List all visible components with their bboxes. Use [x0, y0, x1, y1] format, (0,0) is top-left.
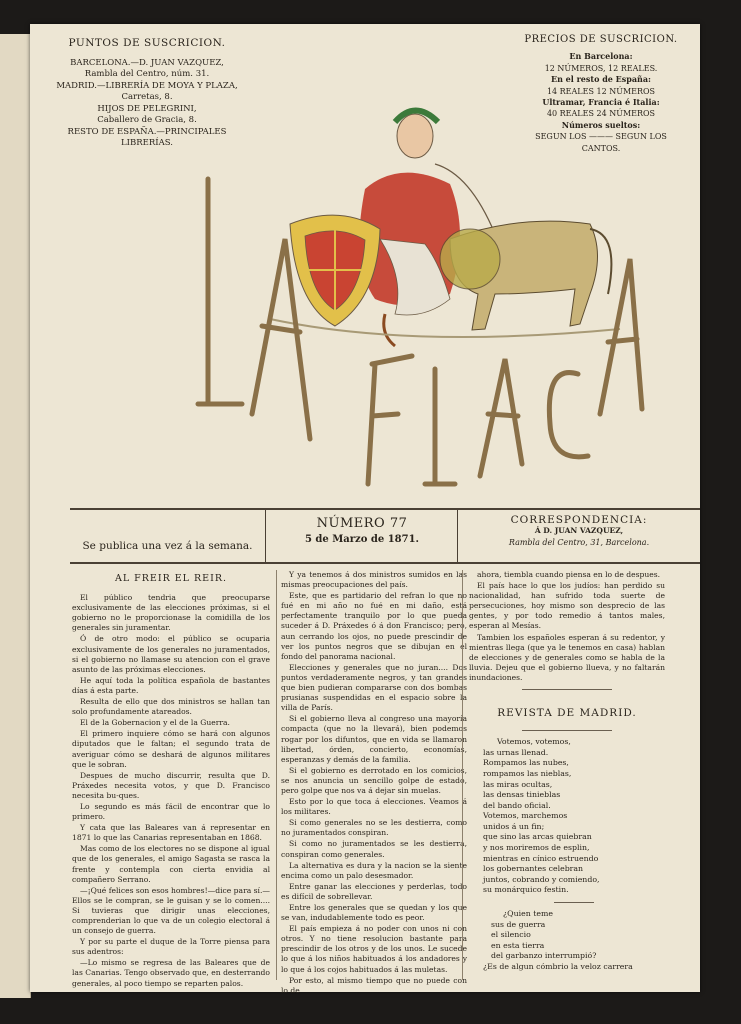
- paragraph: Entre los generales que se quedan y los que se van, indudablemente todo es peor.: [281, 903, 467, 923]
- paragraph: Resulta de ello que dos ministros se hallan tan solo profundamente atareados.: [72, 697, 270, 717]
- subscription-line: MADRID.—LIBRERÍA DE MOYA Y PLAZA,: [56, 80, 238, 91]
- price-line: En el resto de España:: [550, 74, 652, 85]
- paragraph: La alternativa es dura y la nacion se la siente encima como un palo desesmador.: [281, 860, 467, 880]
- previous-page-edge: [0, 34, 31, 998]
- masthead-illustration: [150, 64, 650, 504]
- verse-line: rompamos las nieblas,: [483, 768, 572, 778]
- paragraph: El primero inquiere cómo se hará con algunos diputados que le faltan; el segundo trata de averiguar cómo se deshará de algunos militares que le sobran.: [72, 729, 270, 769]
- paragraph: He aquí toda la política española de bastantes días á esta parte.: [72, 675, 270, 695]
- correspondence-title: CORRESPONDENCIA:: [510, 514, 648, 526]
- correspondence-address: Rambla del Centro, 31, Barcelona.: [508, 538, 650, 547]
- price-line: Ultramar, Francia é Italia:: [542, 97, 660, 108]
- paragraph: —Lo mismo se regresa de las Baleares que de las Canarias. Tengo observado que, en desterrando generales, al poco tiempo se reparten palos.: [72, 958, 270, 988]
- article-column-2: [276, 570, 467, 995]
- article-column-1: [72, 570, 270, 988]
- subscription-line: BARCELONA.—D. JUAN VAZQUEZ,: [70, 57, 224, 68]
- subscription-line: LIBRERÍAS.: [121, 138, 173, 148]
- paragraph: El país empieza á no poder con unos ni con otros. Y no tiene resolucion bastante para prescindir de los otros y de los unos. Le sucede lo que á los niños habituados á los andadores y lo que á los cojos habituados á las muletas.: [281, 924, 467, 974]
- price-line: Números sueltos:: [561, 119, 641, 130]
- price-line: 12 NÚMEROS, 12 REALES.: [544, 63, 658, 73]
- paragraph: Si el gobierno lleva al congreso una mayoría compacta (que no la llevará), bien podemos rogar por los difuntos, que en vida se llamaron libertad, órden, concierto, economías, esperanzas y demás de la familia.: [281, 714, 467, 764]
- verse-line: las densas tinieblas: [483, 790, 561, 800]
- divider: [554, 902, 594, 903]
- verse-line: los gobernantes celebran: [483, 864, 584, 874]
- lion-icon: [440, 221, 611, 330]
- paragraph: Tambien los españoles esperan á su redentor, y mientras llega (que ya le tenemos en casa) hablan de elecciones y de generales como se habla de la lluvia. Dejeu que el gobierno llueva, y no faltarán inundaciones.: [469, 632, 665, 682]
- paragraph: Esto por lo que toca á elecciones. Veamos á los militares.: [281, 797, 467, 817]
- subscription-line: Carretas, 8.: [121, 92, 173, 102]
- subscription-line: Caballero de Gracia, 8.: [97, 115, 197, 125]
- paragraph: Por esto, al mismo tiempo que no puede con lo de: [281, 975, 467, 995]
- heraldic-shield-icon: [290, 215, 380, 326]
- verse-line: el silencio: [491, 930, 531, 940]
- paragraph: Si como no juramentados se les destierra, conspiran como generales.: [281, 839, 467, 859]
- paragraph: Lo segundo es más fácil de encontrar que lo primero.: [72, 801, 270, 822]
- issue-block: [267, 510, 458, 562]
- issue-info-strip: [70, 508, 700, 564]
- paragraph: Mas como de los electores no se dispone al igual que de los generales, el amigo Sagasta se rasca la frente y contempla con cierta envidia al compañero Serrano.: [72, 844, 270, 884]
- paragraph: El país hace lo que los judíos: han perdido su nacionalidad, han sufrido toda suerte de persecuciones, hoy mismo son desprecio de las gentes, y por todo remedio á tantos males, esperan al Mesías.: [469, 581, 665, 631]
- subscription-prices-title: PRECIOS DE SUSCRICION.: [524, 34, 678, 45]
- paragraph: Despues de mucho discurrir, resulta que D. Práxedes necesita votos, y que D. Francisco necesita bu-ques.: [72, 770, 270, 800]
- section-heading: REVISTA DE MADRID.: [497, 707, 637, 720]
- subscription-points-title: PUNTOS DE SUSCRICION.: [68, 37, 226, 49]
- newspaper-page: [30, 24, 700, 995]
- correspondence-name: Á D. JUAN VAZQUEZ,: [534, 526, 624, 535]
- article-column-3: [462, 570, 665, 980]
- issue-number: NÚMERO 77: [316, 516, 408, 531]
- verse-line: Rompamos las nubes,: [483, 758, 569, 768]
- price-line: 14 REALES 12 NÚMEROS: [546, 86, 656, 96]
- verse-line: unidos á un fin;: [483, 821, 545, 831]
- verse-line: las urnas llenad.: [483, 747, 549, 757]
- paragraph: Si el gobierno es derrotado en los comicios, se nos anuncia un sencillo golpe de estado, pero golpe que nos va á dejar sin muelas.: [281, 765, 467, 795]
- verse-line: Votemos, votemos,: [497, 737, 571, 747]
- article-heading: AL FREIR EL REIR.: [114, 573, 228, 584]
- issue-date: 5 de Marzo de 1871.: [304, 534, 420, 545]
- paragraph: El de la Gobernacion y el de la Guerra.: [80, 718, 230, 728]
- verse-line: Votemos, marchemos: [483, 811, 568, 821]
- paragraph: Entre ganar las elecciones y perderlas, todo es difícil de sobrellevar.: [281, 881, 467, 901]
- verse-line: del garbanzo interrumpió?: [491, 951, 597, 961]
- paragraph: —¡Qué felices son esos hombres!—dice para sí.— Ellos se le compran, se le guisan y se lo comen.... Si tuvieras que dirigir unas elecciones, comprenderian lo que va de un colegio electoral á un consejo de guerra.: [72, 885, 270, 936]
- paragraph: ahora, tiembla cuando piensa en lo de despues.: [477, 570, 661, 579]
- paragraph: Ó de otro modo: el público se ocuparia exclusivamente de los generales no juramentados, si el gobierno no llamase su atencion con el grave asunto de las próximas elecciones.: [72, 634, 270, 674]
- paragraph: Elecciones y generales que no juran.... Dos puntos verdaderamente negros, y tan grandes que bien pudieran compararse con dos bombas prusianas suspendidas en el espacio sobre la villa de París.: [281, 662, 467, 713]
- verse-line: su monárquico festin.: [483, 885, 569, 895]
- subscription-line: Rambla del Centro, núm. 31.: [84, 69, 210, 79]
- price-line: SEGUN LOS ——— SEGUN LOS CANTOS.: [535, 132, 667, 153]
- verse-line: ¿Es de algun cómbrio la veloz carrera: [483, 962, 633, 971]
- price-line: 40 REALES 24 NÚMEROS: [546, 109, 656, 119]
- paragraph: Y ya tenemos á dos ministros sumidos en las mismas preocupaciones del país.: [281, 570, 467, 590]
- verse-line: juntos, cobrando y comiendo,: [483, 874, 600, 884]
- correspondence-block: [458, 510, 700, 562]
- verse-line: sus de guerra: [491, 919, 546, 929]
- publication-frequency: Se publica una vez á la semana.: [70, 510, 266, 562]
- subscription-line: RESTO DE ESPAÑA.—PRINCIPALES: [67, 126, 227, 137]
- paragraph: Si como generales no se les destierra, como no juramentados conspiran.: [281, 818, 467, 838]
- paragraph: El público tendria que preocuparse exclusivamente de las elecciones próximas, si el gobierno no le proporcionase la comidilla de los generales sin juramentar.: [72, 593, 270, 633]
- verse-line: que sino las arcas quiebran: [483, 832, 592, 842]
- paragraph: Y por su parte el duque de la Torre piensa para sus adentros:: [72, 937, 270, 957]
- verse-line: mientras en cínico estruendo: [483, 853, 599, 863]
- verse-line: ¿Quien teme: [503, 909, 553, 919]
- verse-line: en esta tierra: [491, 940, 545, 950]
- verse-line: del bando oficial.: [483, 800, 551, 810]
- price-line: En Barcelona:: [569, 51, 633, 62]
- paragraph: Este, que es partidario del refran lo que no fué en mi año no fué en mi daño, está perfectamente tranquilo por lo que pueda suceder á D. Práxedes ó á don Francisco; pero, aun cerrando los ojos, no puede prescindir de ver los puntos negros que se dibujan en el fondo del panorama nacional.: [281, 591, 467, 661]
- verse-line: las miras ocultas,: [483, 779, 553, 789]
- divider: [522, 689, 612, 690]
- verse-line: y nos moriremos de esplin,: [483, 843, 590, 853]
- paragraph: Y cata que las Baleares van á representar en 1871 lo que las Canarias representaban en 1868.: [72, 823, 270, 843]
- divider: [522, 730, 612, 731]
- subscription-line: HIJOS DE PELEGRINI,: [97, 103, 197, 114]
- poem: [469, 737, 665, 972]
